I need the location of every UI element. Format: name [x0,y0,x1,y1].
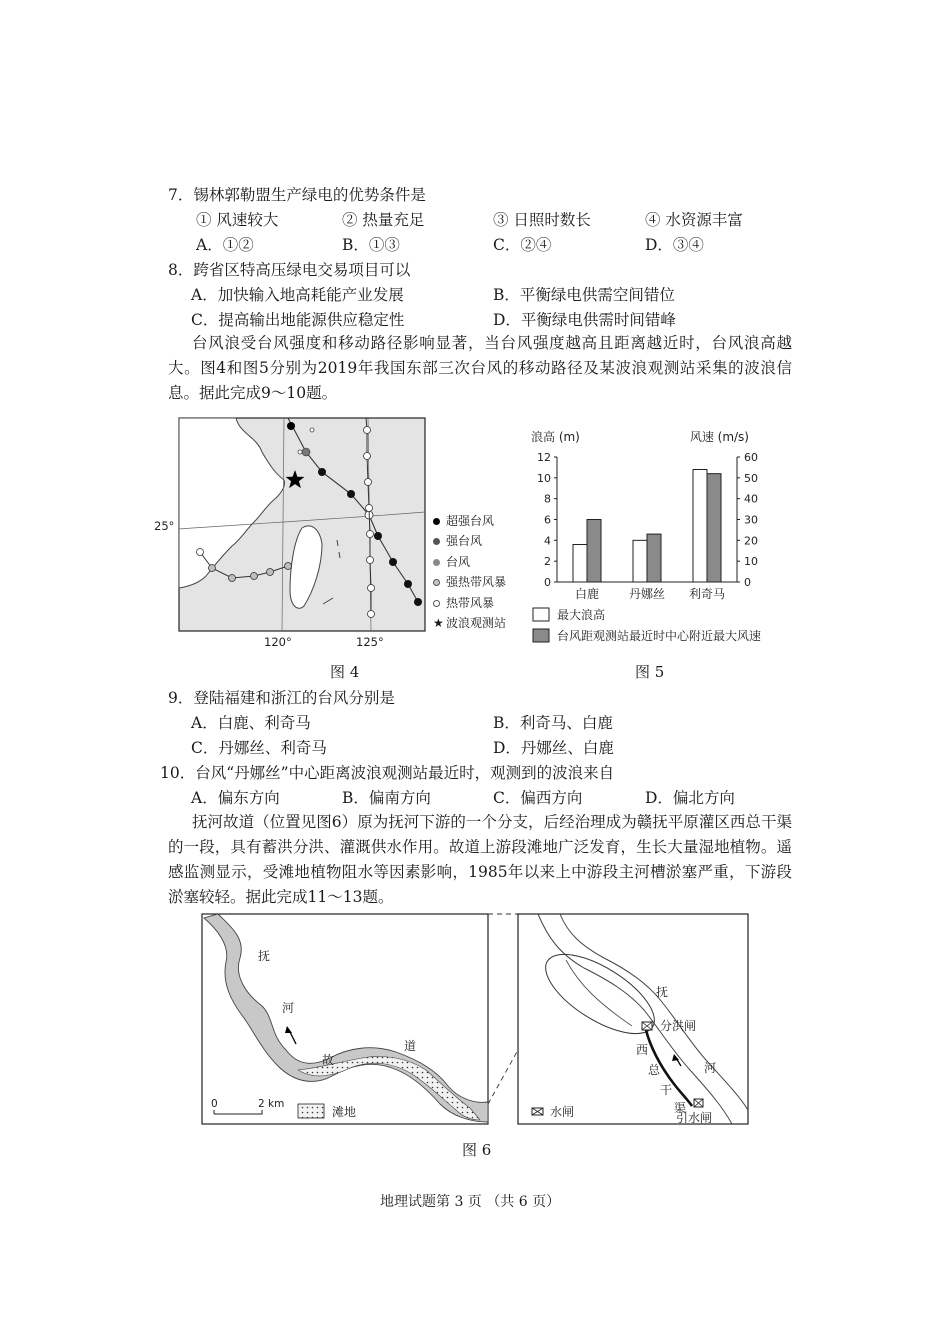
q10-option-b: B．偏南方向 [342,789,431,807]
q9-option-c: C．丹娜丝、利奇马 [191,739,327,757]
right-label-zong: 总 [648,1063,661,1077]
left-label-he: 河 [282,1001,295,1015]
q7-stem: 7．锡林郭勒盟生产绿电的优势条件是 [168,186,426,204]
left-label-fu: 抚 [258,949,271,963]
q7-item-3: ③ 日照时数长 [493,211,591,229]
passage-typhoon: 台风浪受台风强度和移动路径影响显著，当台风强度越高且距离越近时，台风浪高越大。图4和图5分别为2019年我国东部三次台风的移动路径及某波浪观测站采集的波浪信息。据此完成9～10题。 [168,334,792,402]
legend-wave-height: 最大浪高 [557,608,606,622]
left-label-dao: 道 [404,1039,417,1053]
legend-storm: 热带风暴 [446,595,495,610]
track1-point [302,448,310,456]
passage-fuhe: 抚河故道（位置见图6）原为抚河下游的一个分支，后经治理成为赣抚平原灌区西总干渠的一段，具有蓄洪分洪、灌溉供水作用。故道上游段滩地广泛发育，生长大量湿地植物。遥感监测显示，受滩地植物阻水等因素影响，1985年以来上中游段主河槽淤塞严重，下游段淤塞较轻。据此完成11～13题。 [168,813,792,906]
legend-wave-height-swatch [533,608,549,621]
legend-strong-storm: 强热带风暴 [446,575,507,590]
q10-option-c: C．偏西方向 [493,789,583,807]
q7-item-4: ④ 水资源丰富 [645,211,743,229]
wind-speed-bar-3 [707,474,721,582]
right-label-he: 河 [704,1061,717,1075]
chart-left-tick-label: 10 [537,471,551,485]
legend-strong-typhoon: 强台风 [446,534,483,549]
wind-speed-bar-1 [587,520,601,583]
connector-lines [488,914,518,1104]
figure-6-fuhe-map [195,905,755,1130]
q7-option-a: A．①② [196,236,254,254]
flood-gate-label: 分洪闸 [660,1019,697,1033]
track1-point [404,580,412,588]
chart-category-label: 丹娜丝 [628,587,666,601]
legend-wind-speed-swatch [533,629,549,642]
q9-option-b: B．利奇马、白鹿 [493,714,613,732]
chart-category-label: 白鹿 [574,587,600,601]
wave-height-bar-2 [633,540,647,582]
wave-height-bar-3 [693,470,707,583]
chart-right-tick-label: 40 [744,492,758,506]
chart-right-tick-label: 50 [744,471,758,485]
figure-6-caption: 图 6 [462,1141,492,1159]
q8-option-d: D．平衡绿电供需时间错峰 [493,311,676,329]
legend-super-typhoon-icon [433,518,440,525]
legend-typhoon: 台风 [446,554,471,569]
wind-speed-bar-2 [647,534,661,582]
chart-right-tick-label: 10 [744,555,758,569]
left-label-gu: 故 [322,1053,335,1067]
legend-wave-station: 波浪观测站 [446,616,507,631]
legend-strong-storm-icon [433,579,440,586]
q7-item-1: ① 风速较大 [196,211,279,229]
chart-left-tick-label: 0 [544,576,551,589]
legend-gate: 水闸 [550,1105,575,1119]
right-label-qu: 渠 [674,1101,687,1115]
legend-super-typhoon: 超强台风 [446,514,495,528]
legend-star-icon: ★ [433,616,444,631]
chart-y2-axis-label: 风速 (m/s) [689,430,749,444]
q8-stem: 8．跨省区特高压绿电交易项目可以 [168,261,411,279]
chart-right-tick-label: 0 [744,576,751,589]
track1-point [374,532,382,540]
right-label-fu: 抚 [656,985,669,999]
lat-label: 25° [154,519,175,533]
track1-point [389,558,397,566]
q8-option-b: B．平衡绿电供需空间错位 [493,286,675,304]
figure-5-caption: 图 5 [635,663,665,681]
q9-option-d: D．丹娜丝、白鹿 [493,739,614,757]
chart-left-tick-label: 12 [537,451,551,464]
legend-wind-speed: 台风距观测站最近时中心附近最大风速 [557,629,762,643]
figure-4-caption: 图 4 [330,663,360,681]
chart-left-tick-label: 6 [544,513,551,527]
legend-shoal: 滩地 [332,1105,357,1119]
page-footer: 地理试题第 3 页 （共 6 页） [380,1194,561,1210]
chart-left-tick-label: 8 [544,492,551,506]
chart-left-tick-label: 2 [544,555,551,569]
diversion-gate-label: 引水闸 [676,1111,713,1125]
q10-stem: 10．台风“丹娜丝”中心距离波浪观测站最近时，观测到的波浪来自 [160,764,615,782]
lon-label-120: 120° [264,635,292,649]
q7-option-d: D．③④ [645,236,704,254]
scale-zero: 0 [211,1098,218,1110]
q10-option-a: A．偏东方向 [191,789,280,807]
right-label-gan: 干 [660,1083,673,1097]
q9-stem: 9．登陆福建和浙江的台风分别是 [168,689,395,707]
q9-option-a: A．白鹿、利奇马 [191,714,311,732]
wave-height-bar-1 [573,545,587,583]
track1-point [347,490,355,498]
figure-4-legend [433,511,506,633]
figure-5-wave-chart [525,425,795,650]
chart-category-label: 利奇马 [688,587,726,601]
right-label-xi: 西 [636,1043,649,1057]
legend-typhoon-icon [433,559,440,566]
legend-shoal-swatch [298,1104,324,1118]
legend-strong-typhoon-icon [433,538,440,545]
q7-option-c: C．②④ [493,236,552,254]
right-map-frame [518,914,748,1124]
chart-right-tick-label: 30 [744,513,758,527]
track1-point [287,422,295,430]
q10-option-d: D．偏北方向 [645,789,735,807]
q8-option-c: C．提高输出地能源供应稳定性 [191,311,405,329]
chart-right-tick-label: 60 [744,451,758,464]
q8-option-a: A．加快输入地高耗能产业发展 [191,286,404,304]
scale-label: 2 km [258,1098,285,1110]
lon-label-125: 125° [356,635,384,649]
legend-storm-icon [433,600,440,607]
chart-left-tick-label: 4 [544,534,551,548]
q7-option-b: B．①③ [342,236,400,254]
track1-point [414,598,422,606]
q7-item-2: ② 热量充足 [342,211,425,229]
chart-right-tick-label: 20 [744,534,758,548]
chart-y-axis-label: 浪高 (m) [531,430,580,444]
track1-point [318,468,326,476]
